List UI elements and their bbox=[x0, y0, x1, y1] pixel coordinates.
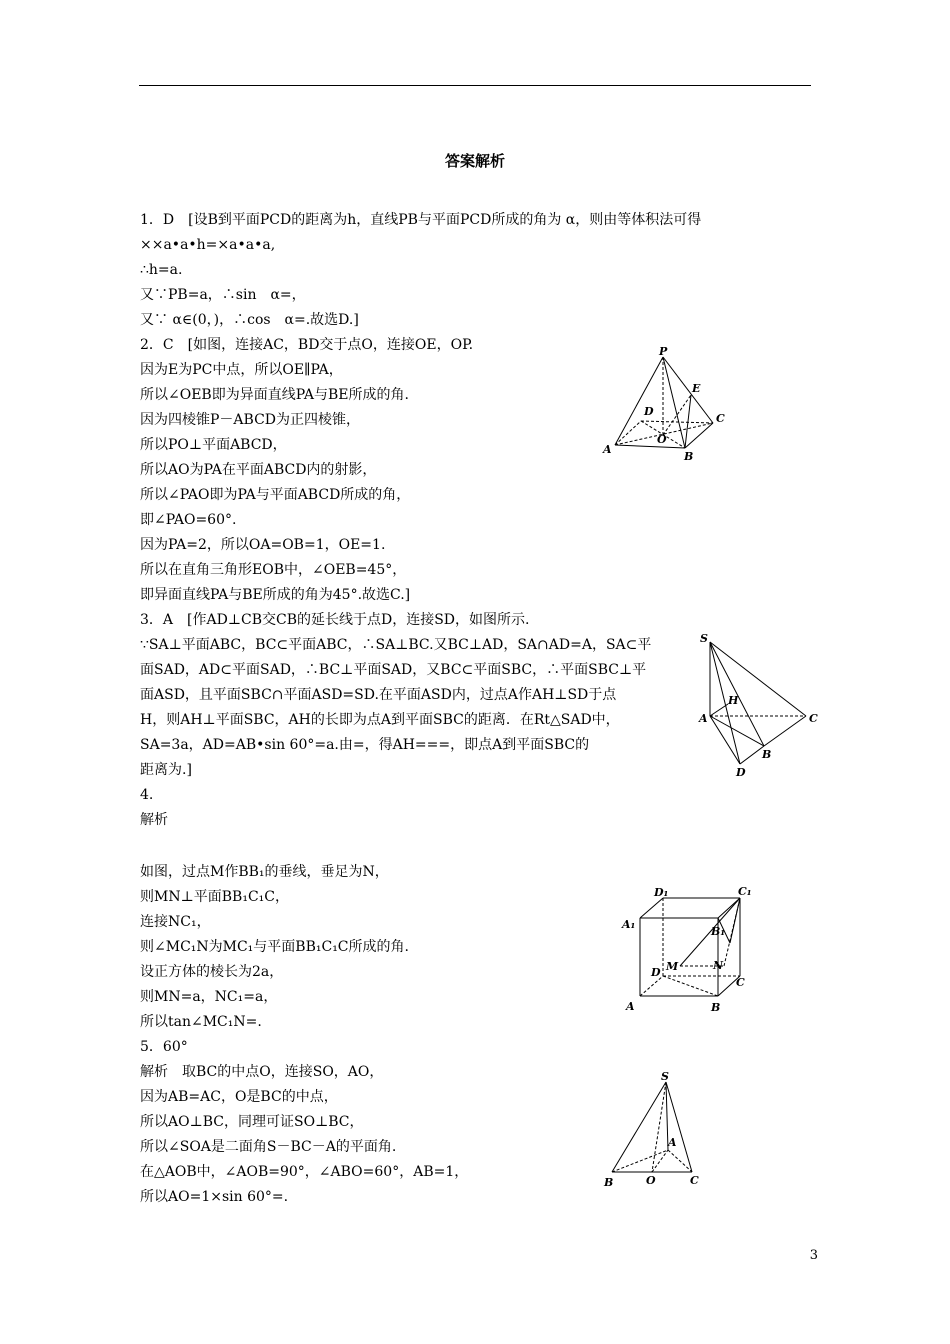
text-line: 面SAD，AD⊂平面SAD，∴BC⊥平面SAD，又BC⊂平面SBC，∴平面SBC⊥平 bbox=[140, 662, 647, 678]
text-line: 则∠MC₁N为MC₁与平面BB₁C₁C所成的角. bbox=[140, 939, 409, 955]
text-line: ∵SA⊥平面ABC，BC⊂平面ABC，∴SA⊥BC.又BC⊥AD，SA∩AD=A，SA⊂平 bbox=[140, 637, 652, 653]
label-c1: C₁ bbox=[738, 885, 752, 898]
text-line: 解析 取BC的中点O，连接SO，AO， bbox=[140, 1064, 384, 1080]
pyramid-pabcd-figure bbox=[595, 345, 735, 465]
label-d: D bbox=[736, 766, 746, 779]
text-line: 因为E为PC中点，所以OE∥PA， bbox=[140, 362, 343, 378]
text-line: 所以∠SOA是二面角S－BC－A的平面角. bbox=[140, 1139, 397, 1155]
cube-figure bbox=[618, 882, 758, 1017]
text-line: 3．A [作AD⊥CB交CB的延长线于点D，连接SD，如图所示. bbox=[140, 612, 530, 628]
text-line: 又∵ α∈(0，)，∴cos α=.故选D.] bbox=[140, 312, 359, 328]
label-a: A bbox=[603, 443, 612, 456]
label-o: O bbox=[646, 1174, 656, 1187]
text-line: 所以AO=1×sin 60°=. bbox=[140, 1189, 289, 1205]
text-line: 连接NC₁， bbox=[140, 914, 211, 930]
text-line: 解析 bbox=[140, 812, 168, 828]
text-line: 面ASD，且平面SBC∩平面ASD=SD.在平面ASD内，过点A作AH⊥SD于点 bbox=[140, 687, 617, 703]
tetra-sabcd-figure bbox=[690, 630, 830, 780]
label-s: S bbox=[661, 1070, 669, 1083]
label-c: C bbox=[690, 1174, 699, 1187]
label-p: P bbox=[659, 345, 668, 358]
text-line: 则MN⊥平面BB₁C₁C， bbox=[140, 889, 289, 905]
label-d1: D₁ bbox=[654, 886, 669, 899]
text-line: ∴h=a. bbox=[140, 262, 183, 278]
text-line: 1．D [设B到平面PCD的距离为h，直线PB与平面PCD所成的角为 α，则由等体积法可得 bbox=[140, 212, 702, 228]
text-line: ××a•a•h=×a•a•a, bbox=[140, 237, 276, 253]
text-line: SA=3a，AD=AB•sin 60°=a.由=，得AH===，即点A到平面SBC的 bbox=[140, 737, 590, 753]
text-line: 所以tan∠MC₁N=. bbox=[140, 1014, 262, 1030]
header-rule bbox=[139, 85, 811, 86]
label-m: M bbox=[666, 960, 679, 973]
text-line: 如图，过点M作BB₁的垂线，垂足为N， bbox=[140, 864, 389, 880]
label-h: H bbox=[728, 694, 739, 707]
label-a: A bbox=[699, 712, 708, 725]
text-line: 所以AO⊥BC，同理可证SO⊥BC， bbox=[140, 1114, 364, 1130]
text-line: 所以在直角三角形EOB中，∠OEB=45°， bbox=[140, 562, 407, 578]
label-a: A bbox=[626, 1000, 635, 1013]
page-number: 3 bbox=[809, 1248, 818, 1263]
text-line: 所以PO⊥平面ABCD， bbox=[140, 437, 287, 453]
text-line: 则MN=a，NC₁=a， bbox=[140, 989, 278, 1005]
label-b: B bbox=[604, 1176, 614, 1189]
text-line: H，则AH⊥平面SBC，AH的长即为点A到平面SBC的距离．在Rt△SAD中， bbox=[140, 712, 620, 728]
text-line: 距离为.] bbox=[140, 762, 192, 778]
text-line: 因为四棱锥P－ABCD为正四棱锥， bbox=[140, 412, 361, 428]
text-line: 因为AB=AC，O是BC的中点， bbox=[140, 1089, 338, 1105]
label-b: B bbox=[762, 748, 772, 761]
label-b1: B₁ bbox=[711, 925, 726, 938]
text-line: 所以∠PAO即为PA与平面ABCD所成的角， bbox=[140, 487, 411, 503]
text-line: 2．C [如图，连接AC，BD交于点O，连接OE，OP. bbox=[140, 337, 474, 353]
text-line: 即异面直线PA与BE所成的角为45°.故选C.] bbox=[140, 587, 411, 603]
text-line: 在△AOB中，∠AOB=90°，∠ABO=60°，AB=1， bbox=[140, 1164, 469, 1180]
label-a1: A₁ bbox=[622, 918, 636, 931]
label-d: D bbox=[651, 966, 661, 979]
text-line: 设正方体的棱长为2a， bbox=[140, 964, 284, 980]
label-b: B bbox=[711, 1001, 721, 1014]
label-e: E bbox=[692, 382, 701, 395]
label-c: C bbox=[809, 712, 818, 725]
label-n: N bbox=[713, 959, 724, 972]
text-line: 又∵PB=a，∴sin α=， bbox=[140, 287, 306, 303]
text-line: 4. bbox=[140, 787, 154, 803]
label-o: O bbox=[657, 433, 667, 446]
label-s: S bbox=[700, 632, 708, 645]
page-title: 答案解析 bbox=[444, 152, 505, 170]
pyramid-sabc-figure bbox=[598, 1068, 718, 1193]
text-line: 所以AO为PA在平面ABCD内的射影， bbox=[140, 462, 377, 478]
text-line: 所以∠OEB即为异面直线PA与BE所成的角. bbox=[140, 387, 409, 403]
text-line: 即∠PAO=60°. bbox=[140, 512, 237, 528]
text-line: 5．60° bbox=[140, 1039, 188, 1055]
label-a: A bbox=[668, 1136, 677, 1149]
label-c: C bbox=[716, 412, 725, 425]
label-b: B bbox=[684, 450, 694, 463]
label-d: D bbox=[644, 405, 654, 418]
text-line: 因为PA=2，所以OA=OB=1，OE=1. bbox=[140, 537, 386, 553]
label-c: C bbox=[736, 976, 745, 989]
